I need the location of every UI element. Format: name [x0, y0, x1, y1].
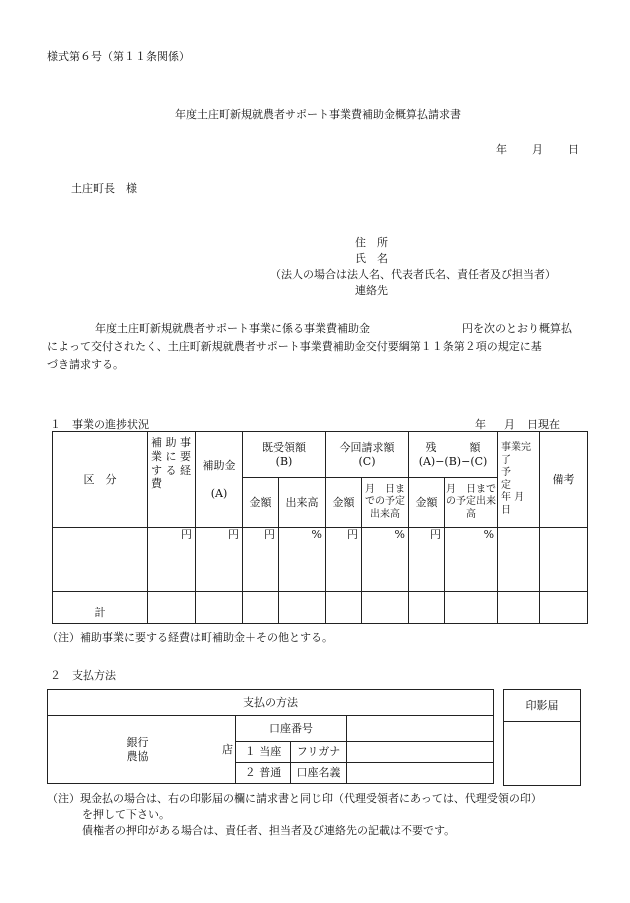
- remarks-cell[interactable]: [540, 528, 588, 592]
- header-remaining-progress: 月 日まで の予定出来 高: [445, 478, 498, 528]
- header-remarks: 備考: [540, 432, 588, 528]
- body-line1-b: 円を次のとおり概算払: [462, 322, 572, 335]
- header-current: 今回請求額 (C): [326, 432, 409, 478]
- total-remarks-cell[interactable]: [540, 592, 588, 624]
- header-received-amount: 金額: [243, 478, 279, 528]
- page-title: 年度土庄町新規就農者サポート事業費補助金概算払請求書: [175, 108, 461, 121]
- received-progress-cell[interactable]: %: [279, 528, 326, 592]
- completion-cell[interactable]: [498, 528, 540, 592]
- asof-day: 日現在: [527, 418, 560, 431]
- seal-box[interactable]: [504, 722, 581, 786]
- total-remaining-progress-cell[interactable]: [445, 592, 498, 624]
- branch-cell[interactable]: 店: [151, 716, 236, 784]
- subsidy-cell[interactable]: 円: [196, 528, 243, 592]
- name-label: 氏 名: [355, 252, 388, 265]
- section1-heading: １ 事業の進捗状況: [50, 418, 149, 431]
- remaining-amount-cell[interactable]: 円: [409, 528, 445, 592]
- asof-month: 月: [504, 418, 515, 431]
- section2-heading: ２ 支払方法: [50, 669, 116, 682]
- remaining-progress-cell[interactable]: %: [445, 528, 498, 592]
- body-line2: によって交付されたく、土庄町新規就農者サポート事業費補助金交付要綱第１１条第２項の規定に基: [47, 340, 542, 353]
- header-received: 既受領額 (B): [243, 432, 326, 478]
- total-subsidy-cell[interactable]: [196, 592, 243, 624]
- section2-note-1: （注）現金払の場合は、右の印影届の欄に請求書と同じ印（代理受領者にあっては、代理受領の印）: [47, 792, 542, 805]
- payment-method-header: 支払の方法: [48, 690, 494, 716]
- seal-label: 印影届: [504, 690, 581, 722]
- account-name-field[interactable]: [347, 763, 494, 784]
- header-completion: 事業完了 予 定 年 月 日: [498, 432, 540, 528]
- progress-table: [52, 431, 588, 624]
- agri-label: 農協: [126, 749, 149, 763]
- contact-label: 連絡先: [355, 284, 388, 297]
- account-type-cell[interactable]: [236, 742, 291, 784]
- current-progress-cell[interactable]: %: [362, 528, 409, 592]
- received-amount-cell[interactable]: 円: [243, 528, 279, 592]
- section2-note-2: を押して下さい。: [82, 808, 170, 821]
- bank-label: 銀行: [126, 735, 149, 749]
- total-received-progress-cell[interactable]: [279, 592, 326, 624]
- account-number-label: 口座番号: [236, 716, 347, 742]
- current-amount-cell[interactable]: 円: [326, 528, 362, 592]
- header-subsidy-cost: 補 助 事 業 に 要 す る 経 費: [148, 432, 196, 528]
- header-category: 区 分: [53, 432, 148, 528]
- asof-year: 年: [475, 418, 486, 431]
- header-current-progress: 月 日ま での予定 出来高: [362, 478, 409, 528]
- form-number: 様式第６号（第１１条関係）: [47, 50, 190, 63]
- furigana-label: フリガナ: [291, 742, 347, 763]
- section2-note-3: 債権者の押印がある場合は、責任者、担当者及び連絡先の記載は不要です。: [82, 824, 456, 837]
- total-received-amount-cell[interactable]: [243, 592, 279, 624]
- payment-table: [47, 689, 494, 784]
- header-subsidy: 補助金 (A): [196, 432, 243, 528]
- header-remaining: 残 額 (A)−(B)−(C): [409, 432, 498, 478]
- ordinary-account-option[interactable]: ２ 普通: [244, 766, 282, 779]
- account-number-field[interactable]: [347, 716, 494, 742]
- total-current-amount-cell[interactable]: [326, 592, 362, 624]
- date-month: 月: [532, 143, 543, 156]
- addressee: 土庄町長 様: [71, 182, 137, 195]
- table-row: [53, 528, 588, 592]
- header-remaining-amount: 金額: [409, 478, 445, 528]
- row-category-cell[interactable]: [53, 528, 148, 592]
- body-line3: づき請求する。: [47, 358, 124, 371]
- current-account-option[interactable]: １ 当座: [236, 742, 290, 763]
- header-received-progress: 出来高: [279, 478, 326, 528]
- subsidy-cost-cell[interactable]: 円: [148, 528, 196, 592]
- seal-table: [503, 689, 581, 786]
- account-name-label: 口座名義: [291, 763, 347, 784]
- total-current-progress-cell[interactable]: [362, 592, 409, 624]
- table-row-total: [53, 592, 588, 624]
- corporate-note: （法人の場合は法人名、代表者氏名、責任者及び担当者）: [270, 268, 556, 281]
- total-completion-cell[interactable]: [498, 592, 540, 624]
- address-label: 住 所: [355, 236, 388, 249]
- total-label: 計: [53, 592, 148, 624]
- total-subsidy-cost-cell[interactable]: [148, 592, 196, 624]
- date-year: 年: [496, 143, 507, 156]
- body-line1-a: 年度土庄町新規就農者サポート事業に係る事業費補助金: [95, 322, 370, 335]
- bank-type-cell: [48, 716, 151, 784]
- date-day: 日: [568, 143, 579, 156]
- header-current-amount: 金額: [326, 478, 362, 528]
- furigana-field[interactable]: [347, 742, 494, 763]
- section1-note: （注）補助事業に要する経費は町補助金＋その他とする。: [47, 631, 333, 644]
- total-remaining-amount-cell[interactable]: [409, 592, 445, 624]
